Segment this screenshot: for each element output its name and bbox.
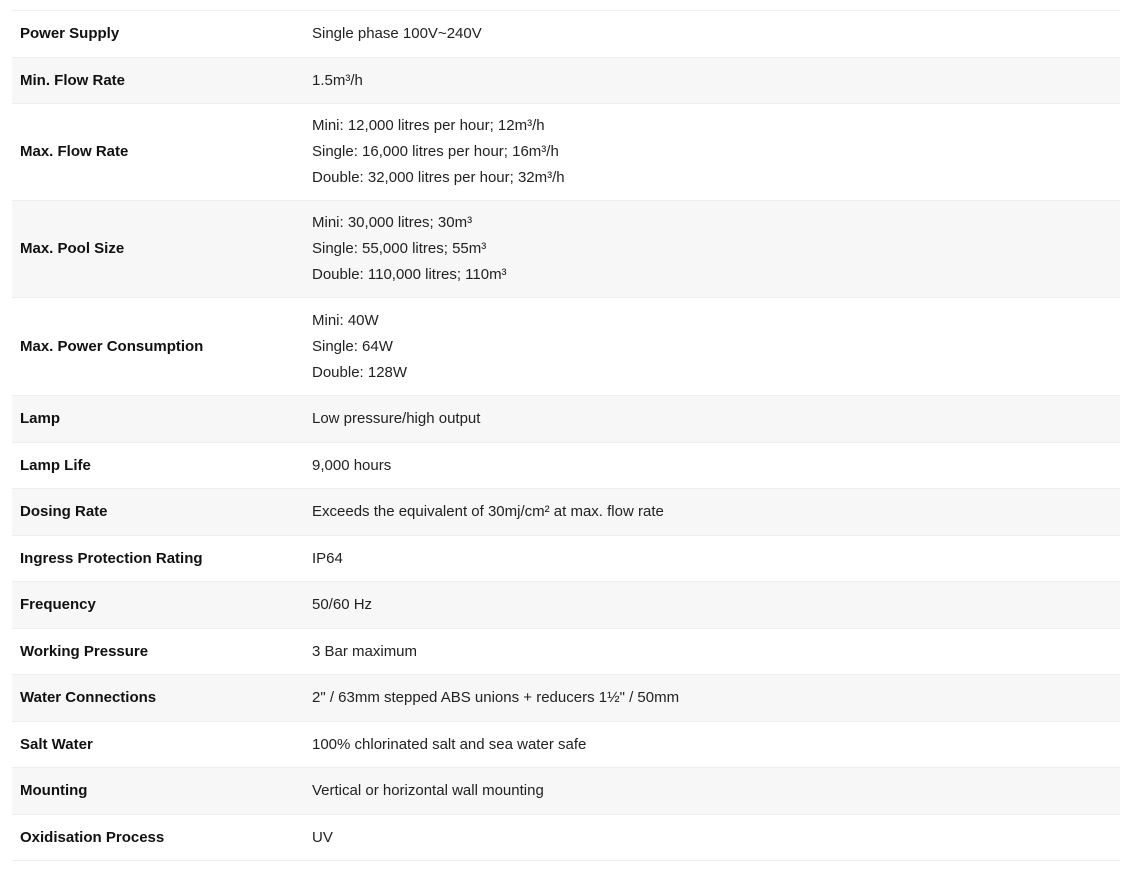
spec-row [12,443,1120,489]
spec-value-line: 100% chlorinated salt and sea water safe [312,735,587,753]
spec-label: Max. Pool Size [20,240,125,257]
spec-value-line: IP64 [312,549,343,567]
spec-value-line: Single phase 100V~240V [312,25,482,42]
spec-row [12,11,1120,58]
spec-value [304,298,1120,396]
spec-value [304,58,1120,104]
spec-label: Working Pressure [20,642,149,660]
spec-row [12,489,1120,536]
spec-value [304,489,1120,536]
spec-label: Mounting [20,782,88,799]
spec-row [12,629,1120,675]
spec-value-line: Double: 110,000 litres; 110m³ [312,266,507,283]
spec-value-line: Double: 32,000 litres per hour; 32m³/h [312,169,565,186]
spec-value-line: 3 Bar maximum [312,642,418,660]
spec-label: Salt Water [20,735,93,753]
spec-value-line: 1.5m³/h [312,71,363,89]
spec-value-line: Single: 16,000 litres per hour; 16m³/h [312,143,559,160]
spec-value-line: 50/60 Hz [312,596,373,613]
spec-value [304,675,1120,722]
spec-value-line: Vertical or horizontal wall mounting [312,782,544,799]
spec-label: Lamp Life [20,456,91,474]
spec-row [12,58,1120,104]
spec-value-line: Single: 64W [312,337,393,355]
spec-value [304,443,1120,489]
spec-label: Max. Flow Rate [20,143,129,160]
spec-value [304,768,1120,815]
spec-row [12,104,1120,201]
spec-row [12,722,1120,768]
spec-table [12,10,1120,861]
spec-table-body [12,11,1120,861]
spec-value [304,815,1120,861]
spec-label: Max. Power Consumption [20,337,204,355]
spec-value [304,582,1120,629]
spec-value-line: Single: 55,000 litres; 55m³ [312,240,487,257]
spec-value [304,11,1120,58]
spec-label: Ingress Protection Rating [20,549,203,567]
spec-value-line: 2" / 63mm stepped ABS unions + reducers 1½" / 50mm [312,689,680,706]
spec-value-line: Exceeds the equivalent of 30mj/cm² at max. flow rate [312,503,664,520]
spec-value-line: 9,000 hours [312,456,392,474]
spec-value [304,201,1120,298]
spec-row [12,582,1120,629]
spec-row [12,536,1120,582]
spec-label: Oxidisation Process [20,828,165,846]
spec-row [12,396,1120,443]
spec-label: Min. Flow Rate [20,71,125,89]
spec-label: Dosing Rate [20,503,108,520]
spec-value-line: Mini: 12,000 litres per hour; 12m³/h [312,117,545,134]
spec-value [304,722,1120,768]
spec-row [12,298,1120,396]
spec-value [304,536,1120,582]
spec-value-line: Mini: 30,000 litres; 30m³ [312,214,473,231]
spec-label: Water Connections [20,689,157,706]
spec-row [12,675,1120,722]
spec-value-line: Double: 128W [312,363,408,381]
spec-label: Power Supply [20,25,120,42]
spec-label: Frequency [20,596,96,613]
spec-value [304,104,1120,201]
spec-row [12,201,1120,298]
spec-label: Lamp [20,410,61,427]
spec-value [304,396,1120,443]
spec-value [304,629,1120,675]
spec-row [12,815,1120,861]
spec-value-line: UV [312,828,333,846]
spec-row [12,768,1120,815]
spec-value-line: Mini: 40W [312,311,379,329]
spec-value-line: Low pressure/high output [312,410,481,427]
